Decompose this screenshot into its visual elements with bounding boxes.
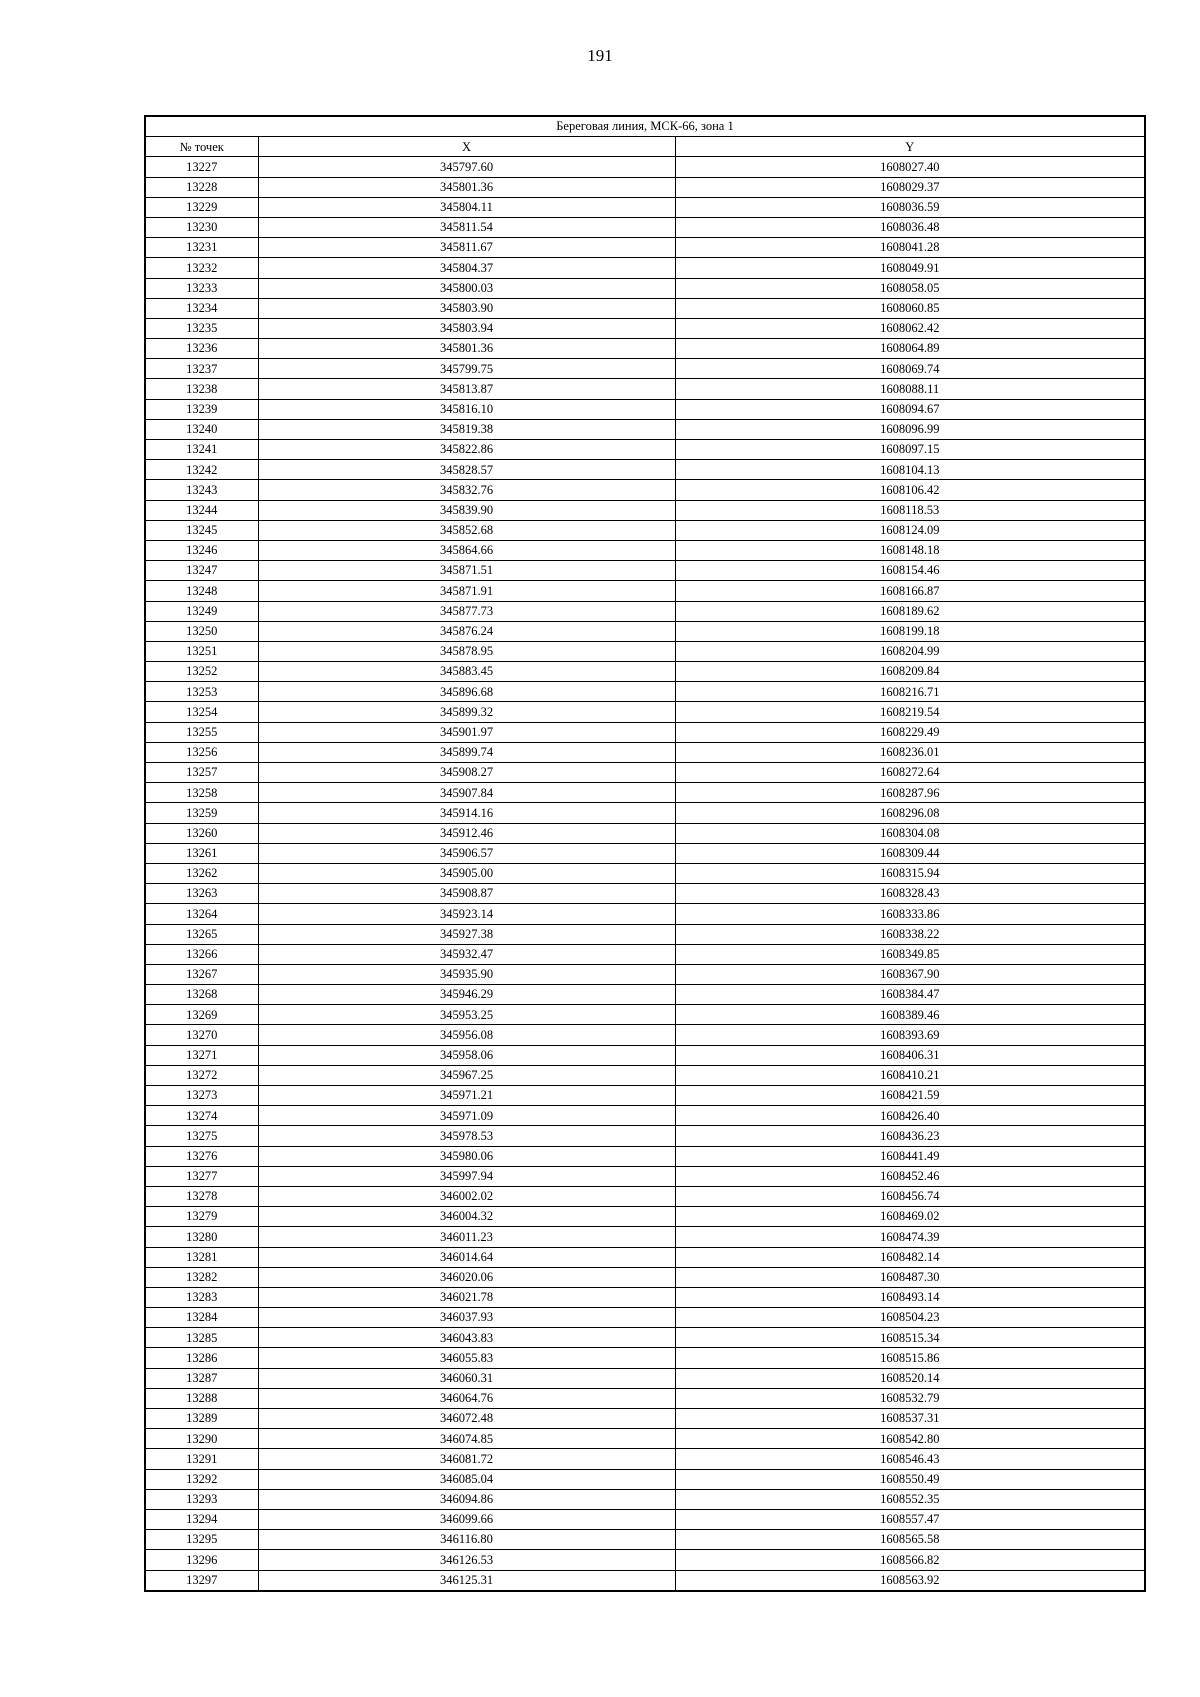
cell-x: 345801.36 [258,177,675,197]
table-row [145,1287,1145,1307]
cell-point-number: 13290 [145,1429,258,1449]
table-row [145,944,1145,964]
cell-x: 345978.53 [258,1126,675,1146]
cell-y: 1608557.47 [675,1509,1145,1529]
cell-x: 346081.72 [258,1449,675,1469]
table-row [145,460,1145,480]
table-row [145,1368,1145,1388]
cell-y: 1608118.53 [675,500,1145,520]
cell-point-number: 13268 [145,985,258,1005]
cell-y: 1608487.30 [675,1267,1145,1287]
table-row [145,1086,1145,1106]
cell-y: 1608393.69 [675,1025,1145,1045]
cell-x: 345864.66 [258,540,675,560]
cell-x: 346125.31 [258,1570,675,1591]
cell-x: 345914.16 [258,803,675,823]
table-row [145,298,1145,318]
header-x: X [258,137,675,157]
cell-point-number: 13228 [145,177,258,197]
cell-x: 345923.14 [258,904,675,924]
cell-y: 1608542.80 [675,1429,1145,1449]
cell-y: 1608058.05 [675,278,1145,298]
cell-x: 346060.31 [258,1368,675,1388]
table-row [145,1186,1145,1206]
cell-x: 345901.97 [258,722,675,742]
cell-point-number: 13284 [145,1308,258,1328]
cell-y: 1608049.91 [675,258,1145,278]
cell-y: 1608474.39 [675,1227,1145,1247]
table-row [145,924,1145,944]
cell-x: 345803.90 [258,298,675,318]
cell-y: 1608041.28 [675,238,1145,258]
cell-y: 1608452.46 [675,1166,1145,1186]
cell-point-number: 13272 [145,1065,258,1085]
cell-x: 345803.94 [258,318,675,338]
table-row [145,621,1145,641]
table-row [145,702,1145,722]
cell-x: 346055.83 [258,1348,675,1368]
table-row [145,1409,1145,1429]
cell-point-number: 13230 [145,217,258,237]
table-row [145,722,1145,742]
cell-y: 1608436.23 [675,1126,1145,1146]
cell-x: 345799.75 [258,359,675,379]
cell-y: 1608062.42 [675,318,1145,338]
cell-x: 345946.29 [258,985,675,1005]
cell-x: 346014.64 [258,1247,675,1267]
cell-x: 345877.73 [258,601,675,621]
cell-point-number: 13241 [145,440,258,460]
cell-x: 345956.08 [258,1025,675,1045]
cell-x: 345801.36 [258,339,675,359]
cell-point-number: 13286 [145,1348,258,1368]
table-row [145,985,1145,1005]
table-row [145,1469,1145,1489]
cell-point-number: 13295 [145,1530,258,1550]
table-row [145,379,1145,399]
cell-point-number: 13249 [145,601,258,621]
cell-y: 1608204.99 [675,641,1145,661]
cell-x: 345883.45 [258,662,675,682]
cell-x: 345906.57 [258,843,675,863]
cell-x: 346037.93 [258,1308,675,1328]
cell-x: 345971.09 [258,1106,675,1126]
cell-point-number: 13289 [145,1409,258,1429]
cell-y: 1608106.42 [675,480,1145,500]
cell-y: 1608154.46 [675,561,1145,581]
cell-x: 345822.86 [258,440,675,460]
table-row [145,1005,1145,1025]
cell-y: 1608104.13 [675,460,1145,480]
cell-y: 1608236.01 [675,742,1145,762]
cell-point-number: 13253 [145,682,258,702]
cell-y: 1608027.40 [675,157,1145,177]
cell-point-number: 13296 [145,1550,258,1570]
table-row [145,843,1145,863]
cell-y: 1608546.43 [675,1449,1145,1469]
cell-y: 1608328.43 [675,884,1145,904]
table-title-row [145,116,1145,137]
cell-y: 1608272.64 [675,763,1145,783]
cell-y: 1608338.22 [675,924,1145,944]
table-row [145,278,1145,298]
cell-y: 1608209.84 [675,662,1145,682]
cell-point-number: 13251 [145,641,258,661]
cell-point-number: 13264 [145,904,258,924]
cell-point-number: 13240 [145,419,258,439]
cell-point-number: 13256 [145,742,258,762]
cell-point-number: 13250 [145,621,258,641]
cell-point-number: 13242 [145,460,258,480]
cell-point-number: 13247 [145,561,258,581]
table-row [145,601,1145,621]
table-row [145,1308,1145,1328]
cell-y: 1608036.59 [675,197,1145,217]
cell-x: 345816.10 [258,399,675,419]
cell-y: 1608199.18 [675,621,1145,641]
cell-point-number: 13238 [145,379,258,399]
table-row [145,1570,1145,1591]
cell-y: 1608565.58 [675,1530,1145,1550]
cell-x: 346002.02 [258,1186,675,1206]
cell-x: 345958.06 [258,1045,675,1065]
cell-point-number: 13267 [145,964,258,984]
cell-point-number: 13262 [145,863,258,883]
table-row [145,419,1145,439]
cell-y: 1608469.02 [675,1207,1145,1227]
cell-x: 345967.25 [258,1065,675,1085]
cell-x: 345876.24 [258,621,675,641]
table-row [145,1247,1145,1267]
cell-y: 1608482.14 [675,1247,1145,1267]
cell-y: 1608304.08 [675,823,1145,843]
table-row [145,520,1145,540]
table-row [145,1348,1145,1368]
cell-x: 345819.38 [258,419,675,439]
cell-x: 345800.03 [258,278,675,298]
cell-y: 1608148.18 [675,540,1145,560]
cell-x: 345908.27 [258,763,675,783]
table-row [145,1429,1145,1449]
table-body [145,157,1145,1591]
cell-x: 345907.84 [258,783,675,803]
table-header-row [145,137,1145,157]
cell-x: 345896.68 [258,682,675,702]
cell-point-number: 13266 [145,944,258,964]
cell-x: 345804.37 [258,258,675,278]
table-row [145,904,1145,924]
table-row [145,540,1145,560]
cell-point-number: 13261 [145,843,258,863]
cell-y: 1608456.74 [675,1186,1145,1206]
cell-y: 1608349.85 [675,944,1145,964]
cell-y: 1608189.62 [675,601,1145,621]
cell-x: 345811.67 [258,238,675,258]
table-row [145,1328,1145,1348]
cell-x: 345953.25 [258,1005,675,1025]
cell-x: 345839.90 [258,500,675,520]
cell-point-number: 13274 [145,1106,258,1126]
cell-point-number: 13239 [145,399,258,419]
cell-y: 1608421.59 [675,1086,1145,1106]
cell-x: 346072.48 [258,1409,675,1429]
cell-x: 346099.66 [258,1509,675,1529]
table-row [145,1509,1145,1529]
cell-x: 346004.32 [258,1207,675,1227]
cell-y: 1608566.82 [675,1550,1145,1570]
cell-x: 345797.60 [258,157,675,177]
cell-x: 345813.87 [258,379,675,399]
table-row [145,238,1145,258]
cell-y: 1608441.49 [675,1146,1145,1166]
cell-y: 1608563.92 [675,1570,1145,1591]
cell-x: 346116.80 [258,1530,675,1550]
cell-y: 1608029.37 [675,177,1145,197]
cell-x: 345980.06 [258,1146,675,1166]
table-row [145,1106,1145,1126]
cell-x: 346020.06 [258,1267,675,1287]
table-row [145,1550,1145,1570]
table-row [145,1045,1145,1065]
table-row [145,258,1145,278]
table-title: Береговая линия, МСК-66, зона 1 [145,116,1145,137]
cell-point-number: 13236 [145,339,258,359]
cell-point-number: 13292 [145,1469,258,1489]
cell-x: 345878.95 [258,641,675,661]
table-row [145,964,1145,984]
cell-y: 1608097.15 [675,440,1145,460]
cell-point-number: 13291 [145,1449,258,1469]
cell-x: 345905.00 [258,863,675,883]
cell-x: 345912.46 [258,823,675,843]
cell-y: 1608229.49 [675,722,1145,742]
header-y: Y [675,137,1145,157]
cell-point-number: 13232 [145,258,258,278]
cell-y: 1608550.49 [675,1469,1145,1489]
table-row [145,197,1145,217]
table-row [145,682,1145,702]
cell-point-number: 13233 [145,278,258,298]
table-row [145,318,1145,338]
cell-point-number: 13234 [145,298,258,318]
cell-x: 346085.04 [258,1469,675,1489]
cell-y: 1608088.11 [675,379,1145,399]
cell-point-number: 13293 [145,1489,258,1509]
table-row [145,1065,1145,1085]
cell-x: 345871.51 [258,561,675,581]
cell-y: 1608094.67 [675,399,1145,419]
table-row [145,480,1145,500]
cell-y: 1608384.47 [675,985,1145,1005]
cell-point-number: 13285 [145,1328,258,1348]
cell-x: 346021.78 [258,1287,675,1307]
cell-x: 345832.76 [258,480,675,500]
cell-x: 345932.47 [258,944,675,964]
cell-y: 1608333.86 [675,904,1145,924]
cell-x: 346043.83 [258,1328,675,1348]
cell-x: 345899.74 [258,742,675,762]
cell-y: 1608520.14 [675,1368,1145,1388]
cell-point-number: 13276 [145,1146,258,1166]
table-row [145,217,1145,237]
cell-y: 1608069.74 [675,359,1145,379]
cell-y: 1608064.89 [675,339,1145,359]
table-row [145,1126,1145,1146]
cell-y: 1608124.09 [675,520,1145,540]
table-row [145,157,1145,177]
cell-x: 345927.38 [258,924,675,944]
cell-y: 1608315.94 [675,863,1145,883]
cell-x: 345804.11 [258,197,675,217]
table-row [145,1489,1145,1509]
cell-y: 1608060.85 [675,298,1145,318]
cell-point-number: 13294 [145,1509,258,1529]
cell-point-number: 13278 [145,1186,258,1206]
cell-point-number: 13229 [145,197,258,217]
cell-y: 1608096.99 [675,419,1145,439]
table-row [145,1449,1145,1469]
cell-x: 345908.87 [258,884,675,904]
cell-x: 345828.57 [258,460,675,480]
cell-point-number: 13252 [145,662,258,682]
cell-y: 1608537.31 [675,1409,1145,1429]
table-row [145,662,1145,682]
table-row [145,763,1145,783]
cell-y: 1608389.46 [675,1005,1145,1025]
cell-point-number: 13245 [145,520,258,540]
table-row [145,1267,1145,1287]
cell-point-number: 13248 [145,581,258,601]
cell-y: 1608219.54 [675,702,1145,722]
table-row [145,641,1145,661]
table-row [145,1227,1145,1247]
table-row [145,399,1145,419]
cell-x: 346126.53 [258,1550,675,1570]
cell-point-number: 13243 [145,480,258,500]
cell-x: 345971.21 [258,1086,675,1106]
cell-y: 1608515.34 [675,1328,1145,1348]
cell-point-number: 13259 [145,803,258,823]
cell-x: 345871.91 [258,581,675,601]
cell-point-number: 13271 [145,1045,258,1065]
cell-point-number: 13257 [145,763,258,783]
cell-point-number: 13287 [145,1368,258,1388]
cell-point-number: 13281 [145,1247,258,1267]
cell-point-number: 13280 [145,1227,258,1247]
table-row [145,561,1145,581]
cell-point-number: 13244 [145,500,258,520]
cell-y: 1608216.71 [675,682,1145,702]
cell-x: 346094.86 [258,1489,675,1509]
cell-point-number: 13283 [145,1287,258,1307]
cell-y: 1608309.44 [675,843,1145,863]
cell-y: 1608552.35 [675,1489,1145,1509]
table-row [145,1207,1145,1227]
cell-point-number: 13273 [145,1086,258,1106]
cell-x: 346064.76 [258,1388,675,1408]
cell-point-number: 13246 [145,540,258,560]
table-row [145,884,1145,904]
cell-y: 1608166.87 [675,581,1145,601]
cell-point-number: 13275 [145,1126,258,1146]
cell-point-number: 13265 [145,924,258,944]
cell-point-number: 13263 [145,884,258,904]
cell-x: 345997.94 [258,1166,675,1186]
cell-point-number: 13269 [145,1005,258,1025]
cell-y: 1608410.21 [675,1065,1145,1085]
cell-y: 1608504.23 [675,1308,1145,1328]
cell-point-number: 13235 [145,318,258,338]
cell-point-number: 13237 [145,359,258,379]
cell-y: 1608532.79 [675,1388,1145,1408]
table-row [145,1530,1145,1550]
table-row [145,742,1145,762]
table-row [145,1166,1145,1186]
table-row [145,803,1145,823]
table-row [145,359,1145,379]
cell-y: 1608493.14 [675,1287,1145,1307]
cell-y: 1608406.31 [675,1045,1145,1065]
table-row [145,500,1145,520]
header-point-number: № точек [145,137,258,157]
cell-y: 1608287.96 [675,783,1145,803]
table-row [145,1146,1145,1166]
cell-x: 346074.85 [258,1429,675,1449]
table-row [145,1025,1145,1045]
cell-x: 345811.54 [258,217,675,237]
cell-point-number: 13254 [145,702,258,722]
table-row [145,823,1145,843]
cell-point-number: 13258 [145,783,258,803]
cell-point-number: 13270 [145,1025,258,1045]
cell-y: 1608296.08 [675,803,1145,823]
cell-y: 1608515.86 [675,1348,1145,1368]
cell-x: 345899.32 [258,702,675,722]
cell-y: 1608367.90 [675,964,1145,984]
cell-point-number: 13255 [145,722,258,742]
cell-point-number: 13277 [145,1166,258,1186]
cell-point-number: 13282 [145,1267,258,1287]
table-row [145,863,1145,883]
table-row [145,177,1145,197]
table-row [145,1388,1145,1408]
cell-point-number: 13288 [145,1388,258,1408]
table-row [145,783,1145,803]
page-number: 191 [587,46,613,65]
cell-x: 346011.23 [258,1227,675,1247]
cell-y: 1608426.40 [675,1106,1145,1126]
cell-point-number: 13297 [145,1570,258,1591]
cell-point-number: 13227 [145,157,258,177]
cell-x: 345852.68 [258,520,675,540]
table-row [145,581,1145,601]
table-row [145,339,1145,359]
cell-x: 345935.90 [258,964,675,984]
cell-point-number: 13231 [145,238,258,258]
cell-point-number: 13260 [145,823,258,843]
table-row [145,440,1145,460]
cell-point-number: 13279 [145,1207,258,1227]
cell-y: 1608036.48 [675,217,1145,237]
coordinates-table [144,115,1146,1592]
